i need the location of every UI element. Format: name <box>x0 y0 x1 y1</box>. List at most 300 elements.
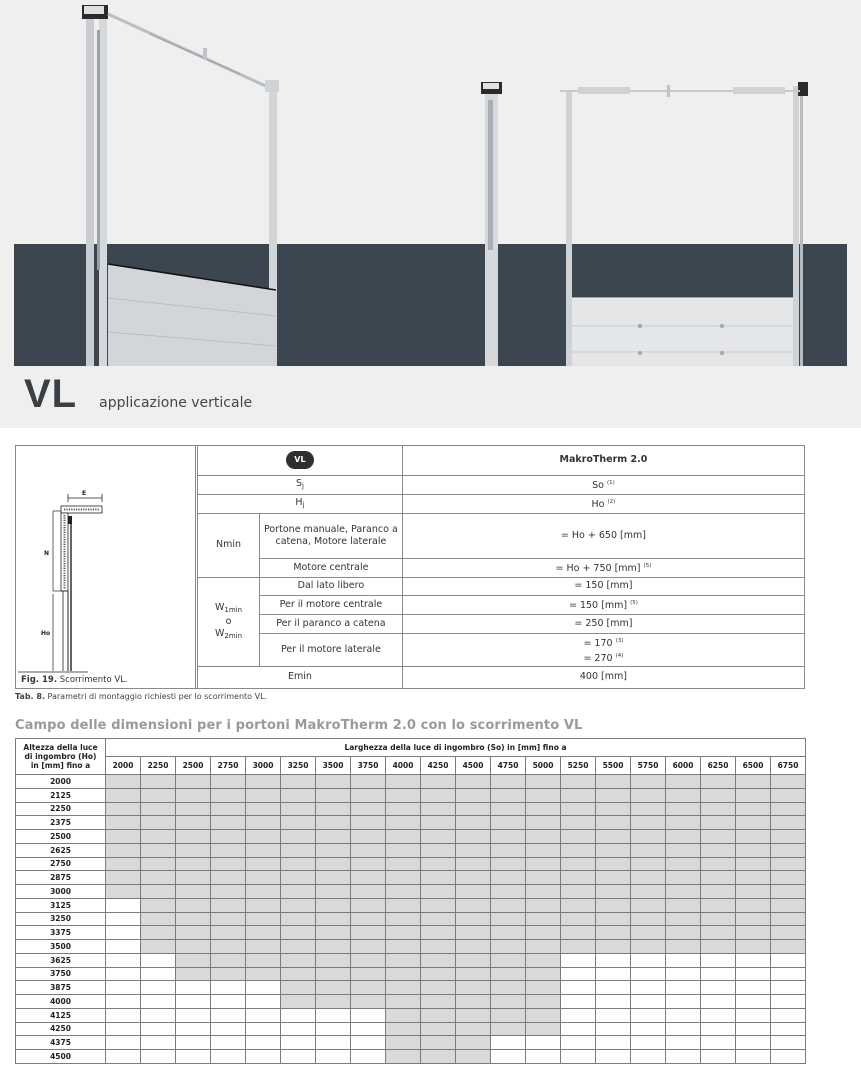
grid-cell-available <box>386 1022 421 1036</box>
grid-cell-available <box>351 953 386 967</box>
grid-cell-unavailable <box>666 1008 701 1022</box>
grid-cell-available <box>526 843 561 857</box>
nmin-item-label: Portone manuale, Paranco a catena, Motore laterale <box>259 513 402 558</box>
grid-cell-available <box>141 885 176 899</box>
grid-cell-unavailable <box>701 953 736 967</box>
label-e: E <box>82 490 87 497</box>
wmin-note-2: (4) <box>615 652 624 659</box>
height-label: 4500 <box>16 1050 106 1064</box>
grid-cell-available <box>421 926 456 940</box>
grid-cell-available <box>631 885 666 899</box>
grid-cell-available <box>421 953 456 967</box>
grid-cell-available <box>666 898 701 912</box>
grid-cell-available <box>736 830 771 844</box>
hj-note: (2) <box>607 499 616 505</box>
grid-cell-unavailable <box>141 995 176 1009</box>
grid-cell-available <box>141 898 176 912</box>
grid-cell-unavailable <box>106 912 141 926</box>
grid-cell-available <box>736 912 771 926</box>
grid-cell-available <box>421 775 456 789</box>
vl-diagram <box>16 446 196 676</box>
grid-cell-unavailable <box>281 1050 316 1064</box>
grid-cell-available <box>456 871 491 885</box>
grid-cell-available <box>456 802 491 816</box>
grid-cell-available <box>316 788 351 802</box>
grid-cell-available <box>246 802 281 816</box>
grid-cell-available <box>316 926 351 940</box>
grid-cell-unavailable <box>316 1050 351 1064</box>
grid-row <box>16 843 806 857</box>
grid-cell-available <box>211 857 246 871</box>
grid-body <box>16 775 806 1064</box>
grid-cell-available <box>596 940 631 954</box>
grid-cell-available <box>596 775 631 789</box>
grid-cell-available <box>631 926 666 940</box>
grid-cell-available <box>176 940 211 954</box>
height-label: 4000 <box>16 995 106 1009</box>
grid-cell-available <box>281 775 316 789</box>
grid-cell-unavailable <box>211 981 246 995</box>
grid-cell-available <box>421 802 456 816</box>
grid-cell-available <box>561 775 596 789</box>
wmin-item-value <box>402 595 804 614</box>
grid-cell-available <box>526 775 561 789</box>
grid-cell-available <box>211 775 246 789</box>
width-header-row <box>16 757 806 775</box>
grid-cell-available <box>246 788 281 802</box>
grid-row <box>16 1008 806 1022</box>
grid-cell-unavailable <box>351 1022 386 1036</box>
grid-cell-available <box>316 885 351 899</box>
grid-cell-available <box>141 926 176 940</box>
grid-cell-unavailable <box>141 953 176 967</box>
grid-cell-unavailable <box>561 981 596 995</box>
grid-cell-available <box>701 926 736 940</box>
grid-cell-available <box>281 843 316 857</box>
grid-cell-available <box>526 885 561 899</box>
w2-label: W <box>214 627 225 639</box>
grid-cell-unavailable <box>316 1008 351 1022</box>
grid-cell-available <box>701 788 736 802</box>
w1-sub: 1min <box>224 605 243 614</box>
grid-cell-available <box>491 1022 526 1036</box>
grid-cell-unavailable <box>141 967 176 981</box>
grid-cell-available <box>316 898 351 912</box>
grid-cell-available <box>421 912 456 926</box>
grid-cell-unavailable <box>596 981 631 995</box>
grid-cell-available <box>456 857 491 871</box>
grid-cell-available <box>771 816 806 830</box>
grid-cell-available <box>526 830 561 844</box>
grid-cell-available <box>456 953 491 967</box>
grid-cell-available <box>281 912 316 926</box>
grid-cell-available <box>211 953 246 967</box>
grid-cell-available <box>176 953 211 967</box>
grid-cell-unavailable <box>666 1050 701 1064</box>
height-label: 4250 <box>16 1022 106 1036</box>
grid-cell-unavailable <box>211 1050 246 1064</box>
height-label: 2250 <box>16 802 106 816</box>
photo-left-door <box>82 5 279 366</box>
grid-cell-unavailable <box>736 953 771 967</box>
grid-cell-unavailable <box>736 1008 771 1022</box>
sj-value <box>402 475 804 494</box>
grid-cell-unavailable <box>281 1036 316 1050</box>
grid-cell-available <box>106 885 141 899</box>
grid-cell-available <box>701 912 736 926</box>
grid-cell-available <box>666 926 701 940</box>
height-label: 2500 <box>16 830 106 844</box>
grid-cell-available <box>666 775 701 789</box>
grid-cell-available <box>736 816 771 830</box>
grid-cell-available <box>176 788 211 802</box>
grid-cell-available <box>736 802 771 816</box>
grid-cell-available <box>596 816 631 830</box>
grid-cell-available <box>561 843 596 857</box>
grid-cell-available <box>386 843 421 857</box>
grid-cell-available <box>596 857 631 871</box>
grid-cell-available <box>281 857 316 871</box>
grid-cell-unavailable <box>771 981 806 995</box>
grid-cell-available <box>386 940 421 954</box>
grid-cell-available <box>491 857 526 871</box>
emin-value: 400 [mm] <box>402 666 804 688</box>
parameters-table <box>15 445 805 689</box>
grid-cell-available <box>456 940 491 954</box>
grid-cell-available <box>526 857 561 871</box>
grid-cell-available <box>561 940 596 954</box>
grid-cell-unavailable <box>561 1050 596 1064</box>
height-label: 2000 <box>16 775 106 789</box>
section-code: VL <box>24 372 78 416</box>
grid-cell-unavailable <box>631 953 666 967</box>
sj-value-text: So <box>592 480 604 491</box>
wmin-label <box>198 577 260 666</box>
grid-cell-unavailable <box>771 953 806 967</box>
grid-cell-available <box>736 940 771 954</box>
grid-cell-unavailable <box>736 981 771 995</box>
grid-cell-unavailable <box>176 981 211 995</box>
grid-cell-available <box>456 967 491 981</box>
grid-cell-available <box>211 898 246 912</box>
grid-cell-available <box>736 926 771 940</box>
grid-cell-available <box>386 802 421 816</box>
grid-cell-available <box>456 1008 491 1022</box>
sj-label-main: S <box>295 477 302 489</box>
grid-cell-available <box>316 802 351 816</box>
grid-cell-unavailable <box>596 1008 631 1022</box>
grid-cell-available <box>281 816 316 830</box>
grid-cell-available <box>561 912 596 926</box>
grid-row <box>16 898 806 912</box>
grid-cell-available <box>631 912 666 926</box>
w1-label: W <box>214 601 225 613</box>
nmin-value-text: = Ho + 650 [mm] <box>560 529 646 541</box>
grid-cell-available <box>596 830 631 844</box>
grid-cell-available <box>561 816 596 830</box>
product-header: MakroTherm 2.0 <box>402 446 804 475</box>
grid-cell-available <box>631 802 666 816</box>
grid-cell-available <box>491 967 526 981</box>
range-title: Campo delle dimensioni per i portoni MakroTherm 2.0 con lo scorrimento VL <box>15 718 583 733</box>
grid-cell-unavailable <box>211 1022 246 1036</box>
grid-cell-available <box>421 1050 456 1064</box>
grid-cell-available <box>176 967 211 981</box>
width-column-header: 5250 <box>561 757 596 775</box>
grid-row <box>16 981 806 995</box>
nmin-note: (5) <box>643 563 652 569</box>
grid-row <box>16 1022 806 1036</box>
grid-row <box>16 1050 806 1064</box>
grid-cell-available <box>491 843 526 857</box>
height-label: 2125 <box>16 788 106 802</box>
grid-cell-available <box>211 843 246 857</box>
width-column-header: 6000 <box>666 757 701 775</box>
grid-cell-unavailable <box>561 953 596 967</box>
grid-cell-unavailable <box>561 1008 596 1022</box>
wmin-item-value: = 250 [mm] <box>402 614 804 633</box>
grid-cell-available <box>106 788 141 802</box>
grid-cell-available <box>246 816 281 830</box>
grid-cell-unavailable <box>106 1050 141 1064</box>
size-range-grid <box>15 738 806 1064</box>
grid-cell-available <box>386 871 421 885</box>
grid-cell-available <box>701 857 736 871</box>
grid-cell-available <box>246 843 281 857</box>
grid-cell-unavailable <box>596 1036 631 1050</box>
hero-section <box>0 0 861 428</box>
nmin-item-label: Motore centrale <box>259 558 402 577</box>
grid-cell-available <box>666 912 701 926</box>
row-header-line: in [mm] fino a <box>30 761 91 770</box>
grid-cell-unavailable <box>736 1050 771 1064</box>
grid-cell-available <box>246 912 281 926</box>
grid-cell-available <box>316 953 351 967</box>
grid-cell-available <box>351 871 386 885</box>
grid-cell-available <box>491 802 526 816</box>
hj-label-main: H <box>295 496 303 508</box>
grid-cell-available <box>421 871 456 885</box>
grid-cell-unavailable <box>561 1036 596 1050</box>
grid-cell-unavailable <box>701 1050 736 1064</box>
figure-cell <box>16 446 196 688</box>
grid-cell-available <box>421 1036 456 1050</box>
grid-cell-available <box>561 926 596 940</box>
grid-cell-unavailable <box>736 1036 771 1050</box>
grid-cell-unavailable <box>771 1008 806 1022</box>
label-n: N <box>44 550 50 557</box>
grid-cell-available <box>106 843 141 857</box>
grid-row <box>16 871 806 885</box>
grid-cell-unavailable <box>701 995 736 1009</box>
wmin-item-label: Dal lato libero <box>259 577 402 595</box>
grid-cell-unavailable <box>246 981 281 995</box>
grid-cell-available <box>666 788 701 802</box>
grid-cell-available <box>281 830 316 844</box>
grid-cell-available <box>351 816 386 830</box>
grid-cell-available <box>666 802 701 816</box>
vl-badge: VL <box>286 451 313 469</box>
hj-label <box>198 494 403 513</box>
grid-cell-available <box>176 830 211 844</box>
grid-cell-available <box>211 788 246 802</box>
row-header-line: di ingombro (Ho) <box>24 752 97 761</box>
grid-cell-unavailable <box>561 1022 596 1036</box>
height-label: 3625 <box>16 953 106 967</box>
grid-cell-available <box>421 885 456 899</box>
grid-cell-available <box>736 843 771 857</box>
grid-cell-unavailable <box>771 967 806 981</box>
grid-cell-unavailable <box>106 981 141 995</box>
grid-cell-available <box>351 940 386 954</box>
grid-cell-unavailable <box>176 1050 211 1064</box>
width-column-header: 3000 <box>246 757 281 775</box>
wmin-item-label: Per il motore centrale <box>259 595 402 614</box>
grid-cell-available <box>456 912 491 926</box>
width-column-header: 4000 <box>386 757 421 775</box>
hj-value <box>402 494 804 513</box>
grid-cell-available <box>316 967 351 981</box>
grid-cell-available <box>281 981 316 995</box>
width-column-header: 4750 <box>491 757 526 775</box>
grid-cell-available <box>281 940 316 954</box>
grid-cell-available <box>596 843 631 857</box>
grid-cell-unavailable <box>631 1008 666 1022</box>
grid-cell-available <box>561 788 596 802</box>
grid-cell-available <box>141 843 176 857</box>
grid-cell-available <box>386 995 421 1009</box>
sj-note: (1) <box>606 480 615 486</box>
table-caption-text: Parametri di montaggio richiesti per lo scorrimento VL. <box>44 692 268 701</box>
width-column-header: 5500 <box>596 757 631 775</box>
row-header <box>16 739 106 775</box>
grid-cell-unavailable <box>596 1022 631 1036</box>
grid-cell-available <box>631 788 666 802</box>
grid-cell-available <box>211 967 246 981</box>
grid-cell-available <box>596 788 631 802</box>
grid-cell-available <box>596 926 631 940</box>
hj-value-text: Ho <box>591 499 605 510</box>
grid-cell-available <box>631 871 666 885</box>
width-column-header: 5000 <box>526 757 561 775</box>
grid-cell-unavailable <box>736 1022 771 1036</box>
width-column-header: 2000 <box>106 757 141 775</box>
grid-cell-available <box>351 802 386 816</box>
grid-cell-unavailable <box>316 1022 351 1036</box>
grid-cell-unavailable <box>106 1008 141 1022</box>
grid-cell-available <box>771 926 806 940</box>
grid-cell-unavailable <box>281 1008 316 1022</box>
width-column-header: 6250 <box>701 757 736 775</box>
grid-cell-unavailable <box>106 1036 141 1050</box>
grid-cell-available <box>596 802 631 816</box>
grid-cell-available <box>701 940 736 954</box>
grid-cell-available <box>736 898 771 912</box>
grid-cell-available <box>736 871 771 885</box>
grid-row <box>16 857 806 871</box>
grid-cell-unavailable <box>596 995 631 1009</box>
grid-cell-available <box>246 885 281 899</box>
grid-cell-available <box>316 995 351 1009</box>
grid-cell-available <box>421 830 456 844</box>
height-label: 3875 <box>16 981 106 995</box>
grid-cell-unavailable <box>106 967 141 981</box>
grid-cell-available <box>386 885 421 899</box>
grid-cell-unavailable <box>246 1008 281 1022</box>
grid-cell-available <box>421 981 456 995</box>
grid-cell-available <box>246 898 281 912</box>
grid-cell-available <box>771 912 806 926</box>
grid-cell-unavailable <box>106 926 141 940</box>
grid-cell-available <box>386 1008 421 1022</box>
grid-cell-available <box>736 857 771 871</box>
grid-cell-available <box>526 898 561 912</box>
grid-cell-unavailable <box>106 898 141 912</box>
grid-cell-available <box>736 885 771 899</box>
grid-cell-available <box>771 775 806 789</box>
grid-cell-unavailable <box>631 995 666 1009</box>
grid-cell-unavailable <box>596 967 631 981</box>
grid-cell-available <box>281 871 316 885</box>
grid-cell-available <box>176 802 211 816</box>
grid-cell-available <box>526 967 561 981</box>
section-title <box>24 372 252 417</box>
grid-cell-available <box>491 912 526 926</box>
grid-cell-available <box>456 926 491 940</box>
grid-cell-available <box>141 940 176 954</box>
grid-cell-available <box>526 912 561 926</box>
grid-cell-available <box>491 885 526 899</box>
grid-cell-available <box>456 816 491 830</box>
emin-label: Emin <box>198 666 403 688</box>
table-caption <box>15 692 267 701</box>
wmin-value-text: = 150 [mm] <box>568 600 628 611</box>
grid-cell-unavailable <box>141 981 176 995</box>
grid-cell-available <box>666 816 701 830</box>
grid-cell-available <box>141 830 176 844</box>
w2-sub: 2min <box>224 631 243 640</box>
badge-cell <box>198 446 403 475</box>
grid-cell-unavailable <box>351 1050 386 1064</box>
height-label: 3125 <box>16 898 106 912</box>
grid-cell-unavailable <box>281 1022 316 1036</box>
grid-cell-unavailable <box>246 1022 281 1036</box>
grid-cell-unavailable <box>736 995 771 1009</box>
grid-cell-unavailable <box>211 995 246 1009</box>
grid-cell-unavailable <box>176 1008 211 1022</box>
grid-cell-available <box>526 816 561 830</box>
grid-cell-available <box>526 995 561 1009</box>
grid-cell-available <box>316 912 351 926</box>
grid-cell-unavailable <box>176 1036 211 1050</box>
grid-cell-available <box>351 967 386 981</box>
grid-cell-available <box>316 981 351 995</box>
grid-cell-available <box>386 926 421 940</box>
grid-cell-unavailable <box>771 1036 806 1050</box>
grid-cell-available <box>771 830 806 844</box>
grid-cell-available <box>246 857 281 871</box>
grid-cell-unavailable <box>701 981 736 995</box>
grid-cell-unavailable <box>141 1008 176 1022</box>
grid-cell-available <box>526 788 561 802</box>
grid-cell-available <box>246 830 281 844</box>
grid-cell-available <box>176 857 211 871</box>
grid-cell-available <box>141 775 176 789</box>
grid-cell-available <box>561 898 596 912</box>
grid-cell-available <box>701 843 736 857</box>
wmin-item-label: Per il motore laterale <box>259 633 402 666</box>
grid-cell-available <box>281 926 316 940</box>
